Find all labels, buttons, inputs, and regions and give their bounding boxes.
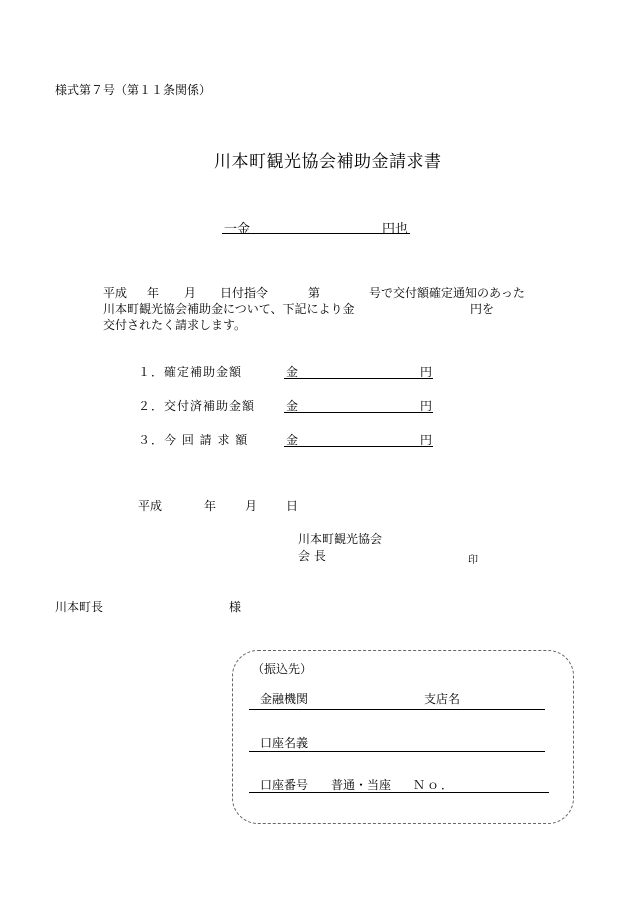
- body-line2: 川本町観光協会補助金について、下記により金: [103, 302, 355, 316]
- applicant-org: 川本町観光協会: [298, 532, 383, 546]
- account-number-rule: [249, 792, 549, 793]
- body-date-order: 日付指令: [220, 286, 269, 300]
- item-kin-request: 金: [286, 433, 299, 447]
- amount-underline: [222, 233, 410, 234]
- item-yen-paid: 円: [420, 399, 433, 413]
- seal-mark: 印: [468, 555, 478, 566]
- date-tsuki: 月: [245, 499, 258, 513]
- item-kin-paid: 金: [286, 399, 299, 413]
- item-label-paid: ２．交付済補助金額: [138, 399, 256, 413]
- date-hi: 日: [286, 499, 299, 513]
- item-yen-request: 円: [420, 433, 433, 447]
- account-number-label: 口座番号: [260, 778, 309, 792]
- body-line3: 交付されたく請求します。: [103, 318, 247, 332]
- item-label-request: ３．今 回 請 求 額: [138, 433, 249, 447]
- body-line1-rest: 号で交付額確定通知のあった: [369, 286, 525, 300]
- body-heisei: 平成: [103, 286, 128, 300]
- bank-name-label: 金融機関: [260, 692, 309, 706]
- item-kin-confirmed: 金: [286, 365, 299, 379]
- recipient-name: 川本町長: [55, 600, 104, 614]
- applicant-title: 会 長: [298, 549, 326, 563]
- item-yen-confirmed: 円: [420, 365, 433, 379]
- item-underline-request: [284, 446, 433, 447]
- bank-rule: [249, 709, 545, 710]
- account-no-label: Ｎｏ．: [413, 778, 456, 792]
- branch-name-label: 支店名: [424, 692, 461, 706]
- amount-prefix: 一金: [224, 222, 251, 237]
- document-title: 川本町観光協会補助金請求書: [214, 152, 442, 172]
- account-type-label: 普通・当座: [331, 778, 392, 792]
- form-number: 様式第７号（第１１条関係）: [55, 83, 212, 97]
- bank-heading: （振込先）: [252, 662, 313, 676]
- amount-suffix: 円也: [382, 222, 409, 237]
- item-underline-paid: [284, 412, 433, 413]
- date-nen: 年: [204, 499, 217, 513]
- recipient-sama: 様: [229, 600, 242, 614]
- body-nen: 年: [147, 286, 160, 300]
- item-underline-confirmed: [284, 378, 433, 379]
- body-line2-yen: 円を: [470, 302, 495, 316]
- item-label-confirmed: １．確定補助金額: [138, 365, 243, 379]
- body-tsuki: 月: [184, 286, 197, 300]
- date-heisei: 平成: [138, 499, 163, 513]
- account-name-rule: [249, 751, 545, 752]
- account-name-label: 口座名義: [260, 736, 309, 750]
- body-dai: 第: [308, 286, 321, 300]
